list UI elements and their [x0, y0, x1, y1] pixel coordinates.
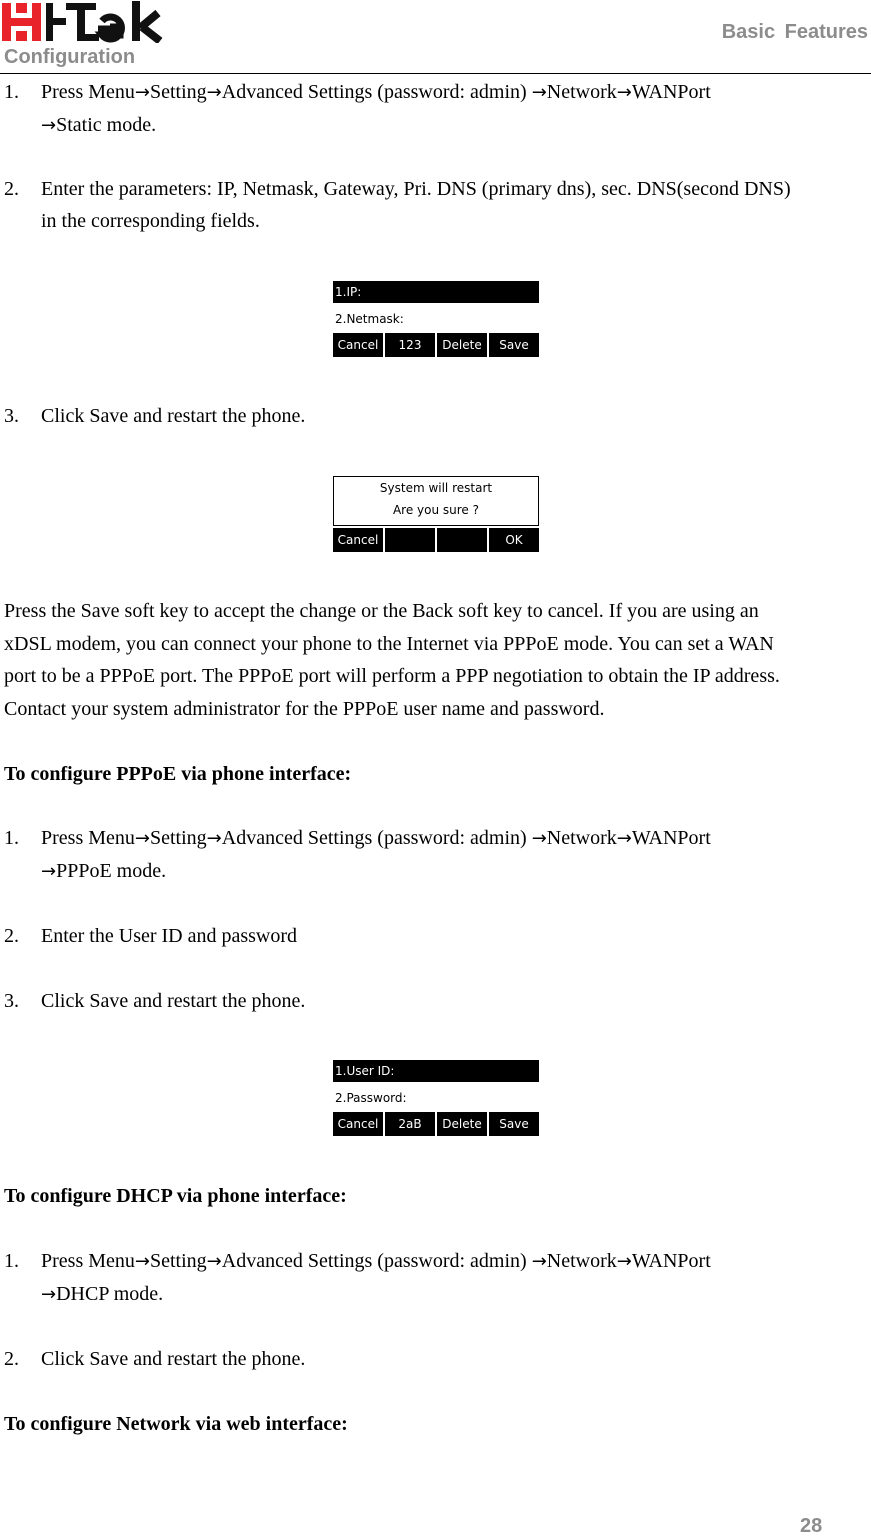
arrow-right-icon: →	[134, 1251, 150, 1272]
static-step2-line2: in the corresponding fields.	[41, 210, 260, 232]
phone-lcd-static-ip	[333, 281, 539, 357]
softkey-empty	[385, 528, 435, 552]
static-step3-number: 3.	[4, 405, 19, 427]
softkey-cancel[interactable]: Cancel	[333, 333, 383, 357]
softkey-delete[interactable]: Delete	[437, 1112, 487, 1136]
page-header	[0, 0, 871, 75]
pppoe-step1-number: 1.	[4, 827, 19, 849]
restart-line2: Are you sure ?	[392, 503, 480, 517]
pppoe-step2-text: Enter the User ID and password	[41, 925, 298, 947]
softkey-cancel[interactable]: Cancel	[333, 528, 383, 552]
phone-lcd-restart	[333, 476, 539, 552]
static-step1-line1: Press Menu→Setting→Advanced Settings (password: admin) →Network→WANPort	[41, 81, 711, 103]
dhcp-step2-number: 2.	[4, 1348, 19, 1370]
lcd-softkeys	[333, 333, 539, 357]
pppoe-step3-text: Click Save and restart the phone.	[41, 990, 306, 1012]
softkey-input-mode[interactable]: 2aB	[385, 1112, 435, 1136]
softkey-ok[interactable]: OK	[489, 528, 539, 552]
arrow-right-icon: →	[206, 1251, 222, 1272]
softkey-cancel[interactable]: Cancel	[333, 1112, 383, 1136]
section-label: Basic Features	[721, 21, 868, 43]
phone-lcd-pppoe	[333, 1060, 539, 1136]
arrow-right-icon: →	[134, 828, 150, 849]
paragraph-line: Contact your system administrator for the PPPoE user name and password.	[4, 698, 605, 720]
dhcp-step1-line2: →DHCP mode.	[41, 1283, 164, 1305]
lcd-softkeys	[333, 528, 539, 552]
pppoe-step3-number: 3.	[4, 990, 19, 1012]
lcd-row-netmask: 2.Netmask:	[335, 312, 404, 326]
static-step2-number: 2.	[4, 178, 19, 200]
page-number: 28	[800, 1515, 823, 1537]
static-step2-line1: Enter the parameters: IP, Netmask, Gateway, Pri. DNS (primary dns), sec. DNS(second DNS)	[41, 178, 791, 200]
softkey-empty	[437, 528, 487, 552]
static-step1-number: 1.	[4, 81, 19, 103]
pppoe-step1-line2: →PPPoE mode.	[41, 860, 167, 882]
paragraph-line: xDSL modem, you can connect your phone to the Internet via PPPoE mode. You can set a WAN	[4, 633, 774, 655]
arrow-right-icon: →	[616, 82, 632, 103]
header-divider	[0, 73, 871, 74]
restart-line1: System will restart	[379, 481, 493, 495]
pppoe-step2-number: 2.	[4, 925, 19, 947]
arrow-right-icon: →	[134, 82, 150, 103]
dhcp-step2-text: Click Save and restart the phone.	[41, 1348, 306, 1370]
static-step3-text: Click Save and restart the phone.	[41, 405, 306, 427]
arrow-right-icon: →	[616, 828, 632, 849]
arrow-right-icon: →	[531, 828, 547, 849]
arrow-right-icon: →	[206, 828, 222, 849]
paragraph-line: Press the Save soft key to accept the change or the Back soft key to cancel. If you are using an	[4, 600, 759, 622]
dhcp-step1-number: 1.	[4, 1250, 19, 1272]
arrow-right-icon: →	[206, 82, 222, 103]
dhcp-step1-line1: Press Menu→Setting→Advanced Settings (password: admin) →Network→WANPort	[41, 1250, 711, 1272]
softkey-delete[interactable]: Delete	[437, 333, 487, 357]
pppoe-step1-line1: Press Menu→Setting→Advanced Settings (password: admin) →Network→WANPort	[41, 827, 711, 849]
softkey-input-mode[interactable]: 123	[385, 333, 435, 357]
pppoe-heading: To configure PPPoE via phone interface:	[4, 763, 352, 785]
htek-logo	[2, 1, 192, 43]
restart-dialog	[333, 476, 539, 526]
lcd-row-user-id: 1.User ID:	[333, 1060, 539, 1082]
static-step1-line2: →Static mode.	[41, 114, 157, 136]
arrow-right-icon: →	[41, 1284, 57, 1305]
arrow-right-icon: →	[531, 82, 547, 103]
arrow-right-icon: →	[41, 115, 57, 136]
softkey-save[interactable]: Save	[489, 1112, 539, 1136]
softkey-save[interactable]: Save	[489, 333, 539, 357]
arrow-right-icon: →	[41, 861, 57, 882]
lcd-softkeys	[333, 1112, 539, 1136]
arrow-right-icon: →	[616, 1251, 632, 1272]
lcd-row-password: 2.Password:	[335, 1091, 407, 1105]
dhcp-heading: To configure DHCP via phone interface:	[4, 1185, 347, 1207]
config-label: Configuration	[4, 46, 136, 68]
arrow-right-icon: →	[531, 1251, 547, 1272]
lcd-row-ip: 1.IP:	[333, 281, 539, 303]
paragraph-line: port to be a PPPoE port. The PPPoE port will perform a PPP negotiation to obtain the IP address.	[4, 665, 780, 687]
web-heading: To configure Network via web interface:	[4, 1413, 348, 1435]
